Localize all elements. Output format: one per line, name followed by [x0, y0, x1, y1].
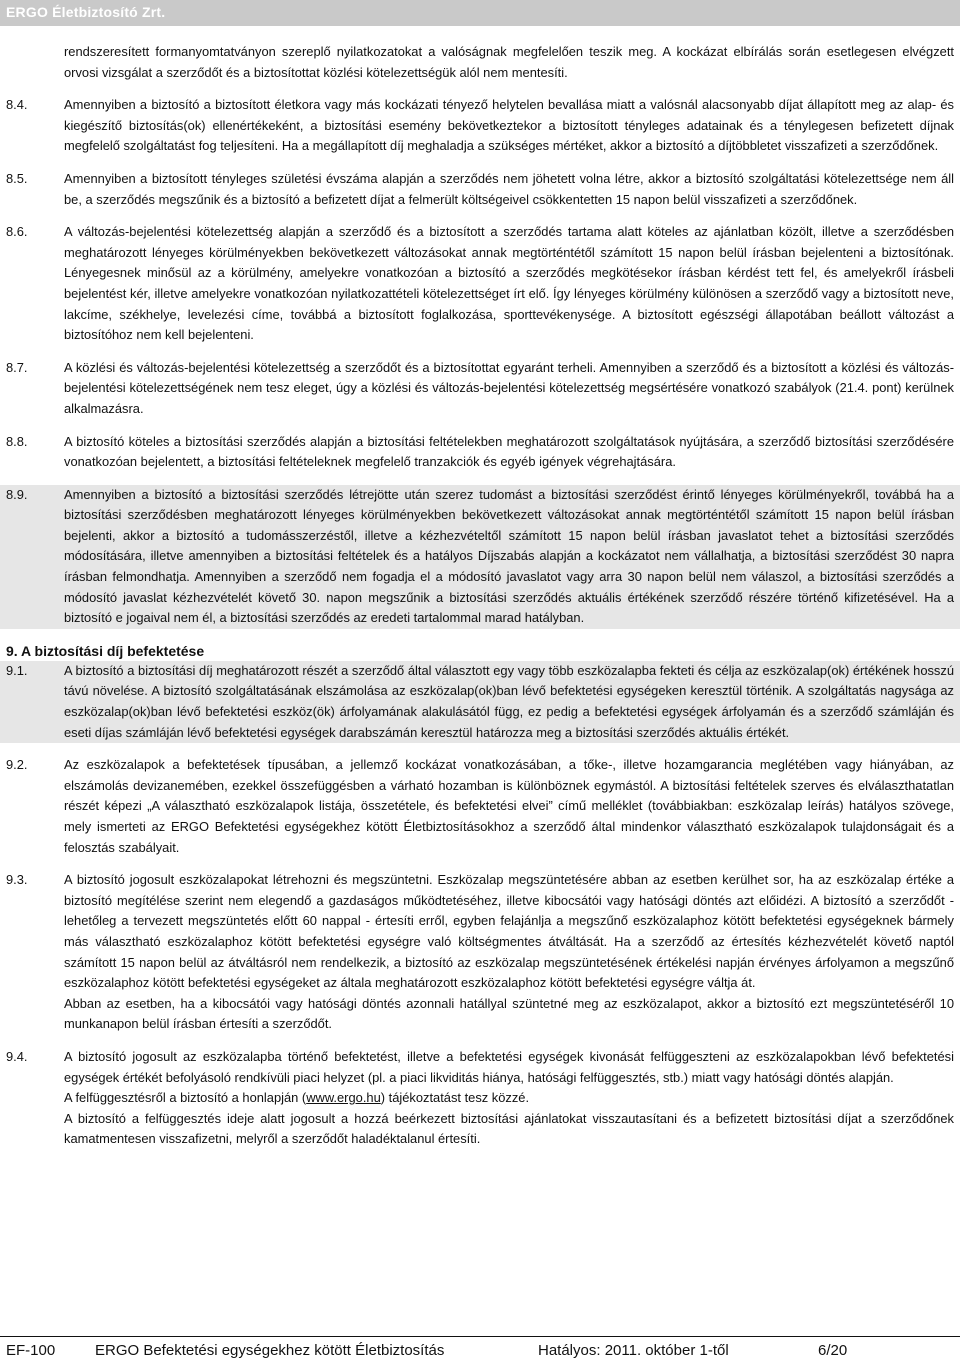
clause-text: A biztosító a biztosítási díj meghatározott részét a szerződő által választott egy vagy több eszközalapba fekteti és célja az eszközalap(ok) értékének hosszú távú növelése. A biztosító szolgáltatásának elszámolása az eszközalap(ok)ban lévő befektetési egységeken keresztül történik. A szolgáltatás nagysága az eszközalap(ok)ban lévő befektetési eszköz(ök) árfolyamának alakulásától függ, ez pedig a befektetési egységek árfolyamán és a szerződő számláján és eseti díjas számláján lévő befektetési egységek darabszámán keresztül határozza meg a biztosítási szerződés aktuális értékét. [64, 662, 954, 740]
footer-divider [0, 1336, 960, 1337]
notice-text-before: A felfüggesztésről a biztosító a honlapján ( [64, 1090, 307, 1106]
clause-9-4 [0, 1047, 960, 1150]
company-name: ERGO Életbiztosító Zrt. [6, 4, 166, 20]
section-heading: 9. A biztosítási díj befektetése [6, 642, 205, 659]
clause-text: A biztosító jogosult az eszközalapba történő befektetést, illetve a befektetési egységek kivonását felfüggeszteni az eszközalapokban lévő befektetési egységek értékét befolyásoló rendkívüli piaci helyzet (pl. a piaci likviditás hiánya, hatósági felfüggesztés, stb.) miatt vagy hatósági döntés alapján. [64, 1048, 954, 1085]
clause-number: 8.9. [6, 486, 28, 502]
clause-text: A közlési és változás-bejelentési kötelezettség a szerződőt és a biztosítottat egyaránt terheli. Amennyiben a szerződő és a biztosított a közlési és változás-bejelentési kötelezettségének nem tesz eleget, úgy a közlési és változás-bejelentési kötelezettség megsértésére vonatkozó szabályok (21.4. pont) kerülnek alkalmazásra. [64, 359, 954, 416]
clause-9-2 [0, 755, 960, 858]
effective-date: Hatályos: 2011. október 1-től [538, 1342, 729, 1359]
clause-text: Amennyiben a biztosító a biztosított életkora vagy más kockázati tényező helytelen bevallása miatt a valósnál alacsonyabb díjat állapított meg az alap- és kiegészítő biztosítás(ok) ellenértékeként, a biztosítási esemény bekövetkeztekor a biztosított tényleges adatainak és a ténylegesen befizetett díjnak megfelelő szolgáltatást fog teljesíteni. Ha a megállapított díj meghaladja a szükséges mértéket, akkor a biztosító a díjtöbbletet visszafizeti a szerződőnek. [64, 97, 954, 154]
header-bar [0, 0, 960, 26]
clause-9-3 [0, 870, 960, 1035]
clause-9-1 [0, 661, 960, 743]
clause-text: A biztosító köteles a biztosítási szerződés alapján a biztosítási feltételekben meghatározott szolgáltatások nyújtására, a szerződő biztosítási szerződésére vonatkozóan bejelentett, a biztosítási feltételeknek megfelelő tranzakciók és egyéb igények végrehajtására. [64, 433, 954, 470]
document-body [0, 42, 960, 1150]
page-footer [0, 1342, 960, 1360]
clause-number: 8.7. [6, 359, 28, 375]
clause-number: 8.4. [6, 97, 28, 113]
clause-8-5 [0, 169, 960, 210]
intro-paragraph [0, 42, 960, 83]
clause-number: 8.6. [6, 224, 28, 240]
clause-text: Amennyiben a biztosított tényleges születési évszáma alapján a szerződés nem jöhetett volna létre, akkor a biztosító szolgáltatási kötelezettsége nem áll be, a szerződés megszűnik és a biztosító a befizetett díjat a felmerült költségeivel csökkentetten 15 napon belül visszafizeti a szerződőnek. [64, 170, 954, 207]
clause-number: 9.4. [6, 1048, 28, 1064]
product-name: ERGO Befektetési egységekhez kötött Életbiztosítás [95, 1342, 445, 1359]
clause-number: 9.1. [6, 662, 28, 678]
clause-text: Az eszközalapok a befektetések típusában, a jellemző kockázat vonatkozásában, a tőke-, illetve hozamgarancia meglétében vagy hiányában, az elszámolás devizanemében, ezekkel összefüggésben a várható hozamban is különböznek egymástól. A biztosítási feltételek szerves és elválaszthatatlan részét képezi „A választható eszközalapok listája, összetétele, és befektetési elvei” című melléklet (továbbiakban: eszközalap leírás) hatályos szövege, mely ismerteti az ERGO Befektetési egységekhez kötött Életbiztosításokhoz a szerződő által mindenkor választható eszközalapok tulajdonságait és a felosztás szabályait. [64, 757, 954, 855]
document-code: EF-100 [6, 1342, 56, 1359]
clause-text: Amennyiben a biztosító a biztosítási szerződés létrejötte után szerez tudomást a biztosítási szerződést érintő lényeges körülményekről, továbbá ha a biztosítási szerződésben meghatározott lényeges körülményekben bekövetkezett változásokat annak megtörténtétől számított 15 napon belül írásban bejelenti, akkor a biztosító a tudomásszerzéstől, illetve a kézhezvételtől számított 15 napon belül írásban javaslatot tehet a biztosítási szerződés módosítására, illetve amennyiben a biztosítási feltételek és a hatályos Díjszabás alapján a kockázatot nem vállalhatja, a biztosítási szerződést 30 napra írásban felmondhatja. Amennyiben a szerződő nem fogadja el a módosító javaslatot vagy arra 30 napon belül nem válaszol, a biztosítási szerződés a módosító javaslat kézhezvételét követő 30. napon megszűnik a biztosítási szerződés aktuális értékének szerződő részére történő kifizetésével. Ha a biztosító e jogaival nem él, a biztosítási szerződés az eredeti tartalommal marad hatályban. [64, 486, 954, 626]
ergo-website-link[interactable]: www.ergo.hu [306, 1090, 381, 1106]
intro-text: rendszeresített formanyomtatványon szereplő nyilatkozatokat a valóságnak megfelelően teszik meg. A kockázat elbírálás során esetlegesen elvégzett orvosi vizsgálat a szerződőt és a biztosítottat közlési kötelezettségük alól nem mentesíti. [64, 44, 954, 80]
clause-text-continued: Abban az esetben, ha a kibocsátói vagy hatósági döntés azonnali hatállyal szüntetné meg az eszközalapot, akkor a biztosító ezt megszüntetéséről 10 munkanapon belül írásban értesíti a szerződőt. [64, 995, 954, 1032]
clause-text: A változás-bejelentési kötelezettség alapján a szerződő és a biztosított a szerződés tartama alatt köteles az ajánlatban közölt, illetve a szerződésben meghatározott lényeges körülményekben bekövetkezett változásokat annak megtörténtétől számított 15 napon belül írásban bejelenteni a biztosítónak. Lényegesnek minősül az a körülmény, amelyekre vonatkozóan a biztosító a szerződés megkötésekor írásban kérdést tett fel, és amelyekről írásbeli bejelentést kér, illetve amelyekre vonatkozóan nyilatkozattételi kötelezettséget írt elő. Így lényeges körülmény különösen a szerződő vagy a biztosított neve, lakcíme, székhelye, levelezési címe, továbbá a biztosított foglalkozása, sporttevékenysége. A biztosított egészségi állapotában beállott változást a biztosítóhoz nem kell bejelenteni. [64, 224, 954, 343]
clause-number: 8.8. [6, 433, 28, 449]
clause-text-continued [64, 1088, 954, 1109]
clause-8-6 [0, 222, 960, 346]
clause-8-4 [0, 95, 960, 157]
clause-number: 9.3. [6, 872, 28, 888]
clause-number: 8.5. [6, 170, 28, 186]
clause-8-9 [0, 485, 960, 629]
clause-number: 9.2. [6, 757, 28, 773]
clause-text-final: A biztosító a felfüggesztés ideje alatt jogosult a hozzá beérkezett biztosítási ajánlatokat visszautasítani és a befizetett biztosítási díjat a szerződőnek kamatmentesen visszafizetni, melyről a szerződőt haladéktalanul értesíti. [64, 1110, 954, 1147]
notice-text-after: ) tájékoztatást tesz közzé. [380, 1090, 530, 1106]
clause-8-7 [0, 358, 960, 420]
clause-8-8 [0, 432, 960, 473]
clause-text: A biztosító jogosult eszközalapokat létrehozni és megszüntetni. Eszközalap megszüntetésére abban az esetben kerülhet sor, ha az eszközalap értéke a biztosító megítélése szerint nem elegendő a gazdaságos működtetéséhez, illetve kibocsátói vagy hatósági döntés azt előidézi. A biztosító a szerződőt - lehetőleg a tervezett megszüntetés előtt 60 nappal - értesíti erről, egyben felajánlja a megszűnő eszközalaphoz kötött befektetési egységeknek bármely más választható eszközalaphoz kötött befektetési egységre való költségmentes átváltását. Ha a szerződő az értesítés kézhezvételét követő naptól számított 15 napon belül az átváltásról nem rendelkezik, a biztosító az eszközalap megszüntetésének értékelési napján érvényes árfolyamon a megszűnő eszközalaphoz kötött befektetési egységeket az általa meghatározott eszközalaphoz kötött befektetési egységre váltja át. [64, 872, 954, 991]
page-number: 6/20 [818, 1342, 848, 1359]
